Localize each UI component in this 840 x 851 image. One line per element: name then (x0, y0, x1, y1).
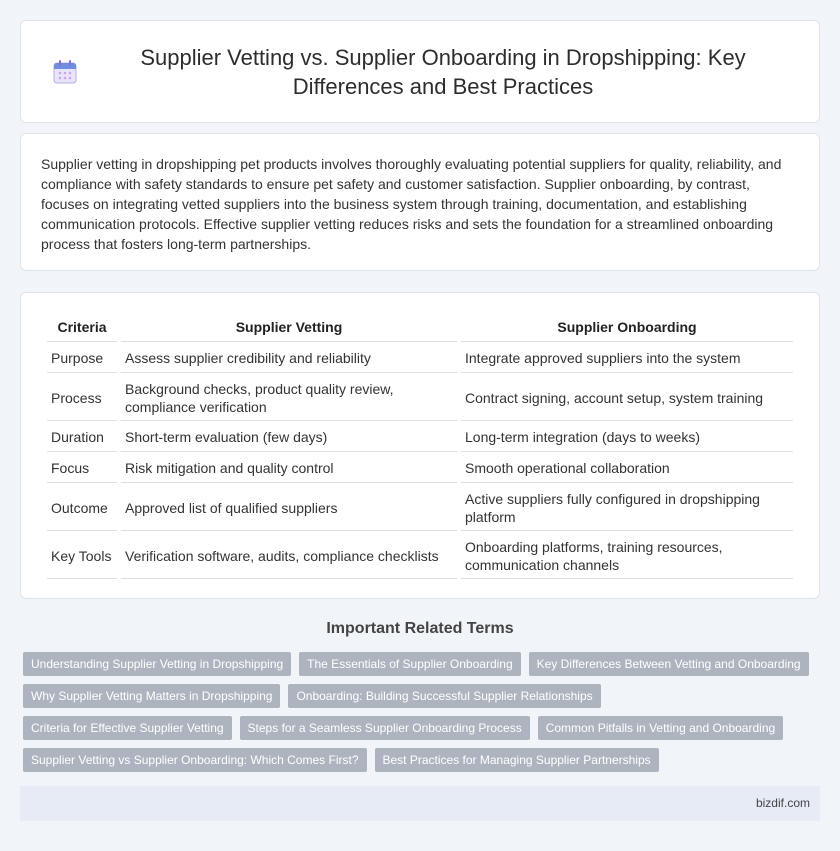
table-row (47, 375, 793, 421)
related-term-link[interactable]: Criteria for Effective Supplier Vetting (23, 716, 232, 740)
onboarding-cell: Contract signing, account setup, system training (461, 375, 793, 421)
related-term-link[interactable]: Why Supplier Vetting Matters in Dropshipping (23, 684, 280, 708)
table-header-row (47, 313, 793, 342)
header-supplier-vetting: Supplier Vetting (121, 313, 457, 342)
onboarding-cell: Smooth operational collaboration (461, 454, 793, 483)
intro-card (20, 133, 820, 271)
vetting-cell: Approved list of qualified suppliers (121, 485, 457, 531)
vetting-cell: Assess supplier credibility and reliability (121, 344, 457, 373)
criteria-cell: Outcome (47, 485, 117, 531)
footer-site-name[interactable]: bizdif.com (755, 796, 810, 810)
vetting-cell: Background checks, product quality review, compliance verification (121, 375, 457, 421)
related-term-link[interactable]: Common Pitfalls in Vetting and Onboarding (538, 716, 783, 740)
intro-paragraph: Supplier vetting in dropshipping pet products involves thoroughly evaluating potential suppliers for quality, reliability, and compliance with safety standards to ensure pet safety and customer satisfaction. Supplier onboarding, by contrast, focuses on integrating vetted suppliers into the business system through training, documentation, and establishing communication protocols. Effective supplier vetting reduces risks and sets the foundation for a streamlined onboarding process that fosters long-term partnerships. (41, 156, 782, 252)
related-term-link[interactable]: Steps for a Seamless Supplier Onboarding Process (240, 716, 530, 740)
table-row (47, 423, 793, 452)
onboarding-cell: Active suppliers fully configured in dropshipping platform (461, 485, 793, 531)
related-term-link[interactable]: Understanding Supplier Vetting in Dropshipping (23, 652, 291, 676)
criteria-cell: Purpose (47, 344, 117, 373)
onboarding-cell: Integrate approved suppliers into the system (461, 344, 793, 373)
criteria-cell: Duration (47, 423, 117, 452)
onboarding-cell: Long-term integration (days to weeks) (461, 423, 793, 452)
criteria-cell: Key Tools (47, 533, 117, 579)
vetting-cell: Verification software, audits, compliance checklists (121, 533, 457, 579)
related-terms-list (23, 652, 823, 780)
related-terms-title: Important Related Terms (326, 620, 514, 637)
related-term-link[interactable]: Onboarding: Building Successful Supplier Relationships (288, 684, 600, 708)
comparison-table (43, 311, 797, 581)
related-term-link[interactable]: Supplier Vetting vs Supplier Onboarding: Which Comes First? (23, 748, 367, 772)
vetting-cell: Short-term evaluation (few days) (121, 423, 457, 452)
header-supplier-onboarding: Supplier Onboarding (461, 313, 793, 342)
page-title: Supplier Vetting vs. Supplier Onboarding in Dropshipping: Key Differences and Best Practices (140, 44, 746, 99)
footer (20, 786, 820, 821)
related-term-link[interactable]: Key Differences Between Vetting and Onboarding (529, 652, 809, 676)
onboarding-cell: Onboarding platforms, training resources, communication channels (461, 533, 793, 579)
criteria-cell: Focus (47, 454, 117, 483)
table-row (47, 454, 793, 483)
table-row (47, 533, 793, 579)
table-row (47, 344, 793, 373)
header (21, 21, 819, 122)
related-term-link[interactable]: The Essentials of Supplier Onboarding (299, 652, 520, 676)
calendar-icon (51, 58, 79, 86)
related-term-link[interactable]: Best Practices for Managing Supplier Partnerships (375, 748, 659, 772)
header-criteria: Criteria (47, 313, 117, 342)
vetting-cell: Risk mitigation and quality control (121, 454, 457, 483)
criteria-cell: Process (47, 375, 117, 421)
header-card (20, 20, 820, 123)
comparison-table-card (20, 292, 820, 599)
table-row (47, 485, 793, 531)
